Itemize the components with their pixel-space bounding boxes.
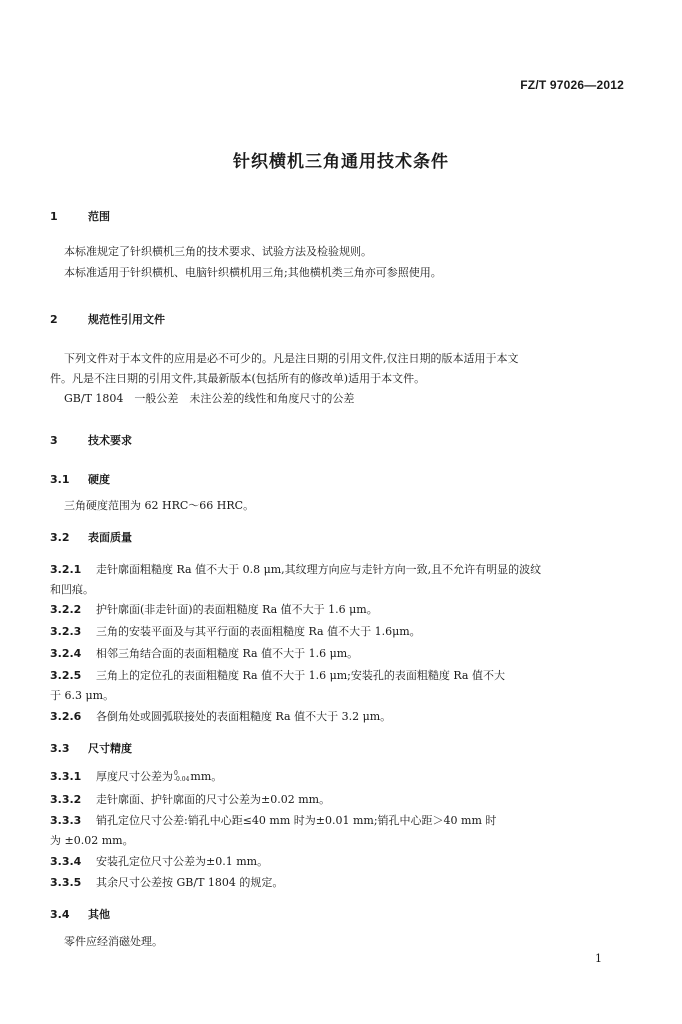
hardness-text: 三角硬度范围为 62 HRC～66 HRC。 bbox=[64, 499, 255, 512]
section-2-para-line-2: 件。凡是不注日期的引用文件,其最新版本(包括所有的修改单)适用于本文件。 bbox=[50, 372, 426, 385]
clause-number: 3.2.6 bbox=[50, 710, 82, 723]
standard-code: FZ/T 97026—2012 bbox=[520, 78, 624, 92]
clause-number: 3.2.1 bbox=[50, 563, 82, 576]
clause-3-3-3 bbox=[50, 811, 630, 830]
clause-number: 3.2.4 bbox=[50, 647, 82, 660]
tolerance-lower: -0.04 bbox=[174, 776, 190, 783]
clause-text: 销孔定位尺寸公差:销孔中心距≤40 mm 时为±0.01 mm;销孔中心距＞40 mm 时 bbox=[96, 814, 497, 827]
clause-number: 3.2.2 bbox=[50, 603, 82, 616]
section-1-para-1: 本标准规定了针织横机三角的技术要求、试验方法及检验规则。 bbox=[64, 245, 372, 258]
clause-text: 三角的安装平面及与其平行面的表面粗糙度 Ra 值不大于 1.6μm。 bbox=[96, 625, 421, 638]
clause-number: 3.3.5 bbox=[50, 876, 82, 889]
clause-text: 安装孔定位尺寸公差为±0.1 mm。 bbox=[96, 855, 269, 868]
clause-number: 3.3.4 bbox=[50, 855, 82, 868]
clause-3-2-5-cont: 于 6.3 μm。 bbox=[50, 689, 115, 702]
clause-3-2-3 bbox=[50, 622, 630, 641]
document-title: 针织横机三角通用技术条件 bbox=[233, 152, 449, 172]
section-title: 规范性引用文件 bbox=[88, 313, 165, 326]
clause-text: 走针廓面、护针廓面的尺寸公差为±0.02 mm。 bbox=[96, 793, 331, 806]
section-1-heading bbox=[50, 208, 110, 224]
section-number: 3.2 bbox=[50, 531, 70, 544]
section-number: 3.4 bbox=[50, 908, 70, 921]
subsection-3-2-heading bbox=[50, 529, 132, 545]
clause-3-2-6 bbox=[50, 707, 630, 726]
clause-text: 相邻三角结合面的表面粗糙度 Ra 值不大于 1.6 μm。 bbox=[96, 647, 359, 660]
section-title: 范围 bbox=[88, 210, 110, 223]
clause-3-3-1 bbox=[50, 767, 630, 786]
subsection-3-3-heading bbox=[50, 740, 132, 756]
clause-number: 3.2.3 bbox=[50, 625, 82, 638]
other-text: 零件应经消磁处理。 bbox=[64, 935, 163, 948]
clause-3-2-1 bbox=[50, 560, 630, 579]
section-number: 1 bbox=[50, 210, 58, 223]
section-number: 3.1 bbox=[50, 473, 70, 486]
section-1-para-2: 本标准适用于针织横机、电脑针织横机用三角;其他横机类三角亦可参照使用。 bbox=[64, 266, 442, 279]
clause-unit: mm。 bbox=[190, 770, 223, 783]
section-number: 2 bbox=[50, 313, 58, 326]
clause-3-2-1-cont: 和凹痕。 bbox=[50, 583, 94, 596]
clause-3-3-4 bbox=[50, 852, 630, 871]
page-number: 1 bbox=[595, 952, 602, 965]
subsection-3-4-heading bbox=[50, 906, 110, 922]
clause-text: 其余尺寸公差按 GB/T 1804 的规定。 bbox=[96, 876, 284, 889]
section-title: 技术要求 bbox=[88, 434, 132, 447]
section-number: 3.3 bbox=[50, 742, 70, 755]
tolerance-stack bbox=[174, 771, 189, 783]
section-number: 3 bbox=[50, 434, 58, 447]
section-2-para-line-1: 下列文件对于本文件的应用是必不可少的。凡是注日期的引用文件,仅注日期的版本适用于本文 bbox=[64, 352, 519, 365]
section-3-heading bbox=[50, 432, 132, 448]
tolerance-upper: 0 bbox=[174, 770, 178, 777]
subsection-3-1-heading bbox=[50, 471, 110, 487]
clause-3-3-5 bbox=[50, 873, 630, 892]
clause-3-2-5 bbox=[50, 666, 630, 685]
normative-reference: GB/T 1804 一般公差 未注公差的线性和角度尺寸的公差 bbox=[64, 392, 355, 405]
section-2-heading bbox=[50, 311, 165, 327]
clause-3-2-2 bbox=[50, 600, 630, 619]
section-title: 表面质量 bbox=[88, 531, 132, 544]
clause-3-2-4 bbox=[50, 644, 630, 663]
section-title: 硬度 bbox=[88, 473, 110, 486]
section-title: 尺寸精度 bbox=[88, 742, 132, 755]
clause-text: 三角上的定位孔的表面粗糙度 Ra 值不大于 1.6 μm;安装孔的表面粗糙度 Ra 值不大 bbox=[96, 669, 505, 682]
clause-number: 3.3.2 bbox=[50, 793, 82, 806]
clause-text: 走针廓面粗糙度 Ra 值不大于 0.8 μm,其纹理方向应与走针方向一致,且不允许有明显的波纹 bbox=[96, 563, 542, 576]
clause-3-3-3-cont: 为 ±0.02 mm。 bbox=[50, 834, 134, 847]
clause-text: 护针廓面(非走针面)的表面粗糙度 Ra 值不大于 1.6 μm。 bbox=[96, 603, 378, 616]
section-title: 其他 bbox=[88, 908, 110, 921]
clause-text: 厚度尺寸公差为 bbox=[96, 770, 173, 783]
clause-number: 3.2.5 bbox=[50, 669, 82, 682]
clause-3-3-2 bbox=[50, 790, 630, 809]
clause-text: 各倒角处或圆弧联接处的表面粗糙度 Ra 值不大于 3.2 μm。 bbox=[96, 710, 392, 723]
clause-number: 3.3.3 bbox=[50, 814, 82, 827]
clause-number: 3.3.1 bbox=[50, 770, 82, 783]
